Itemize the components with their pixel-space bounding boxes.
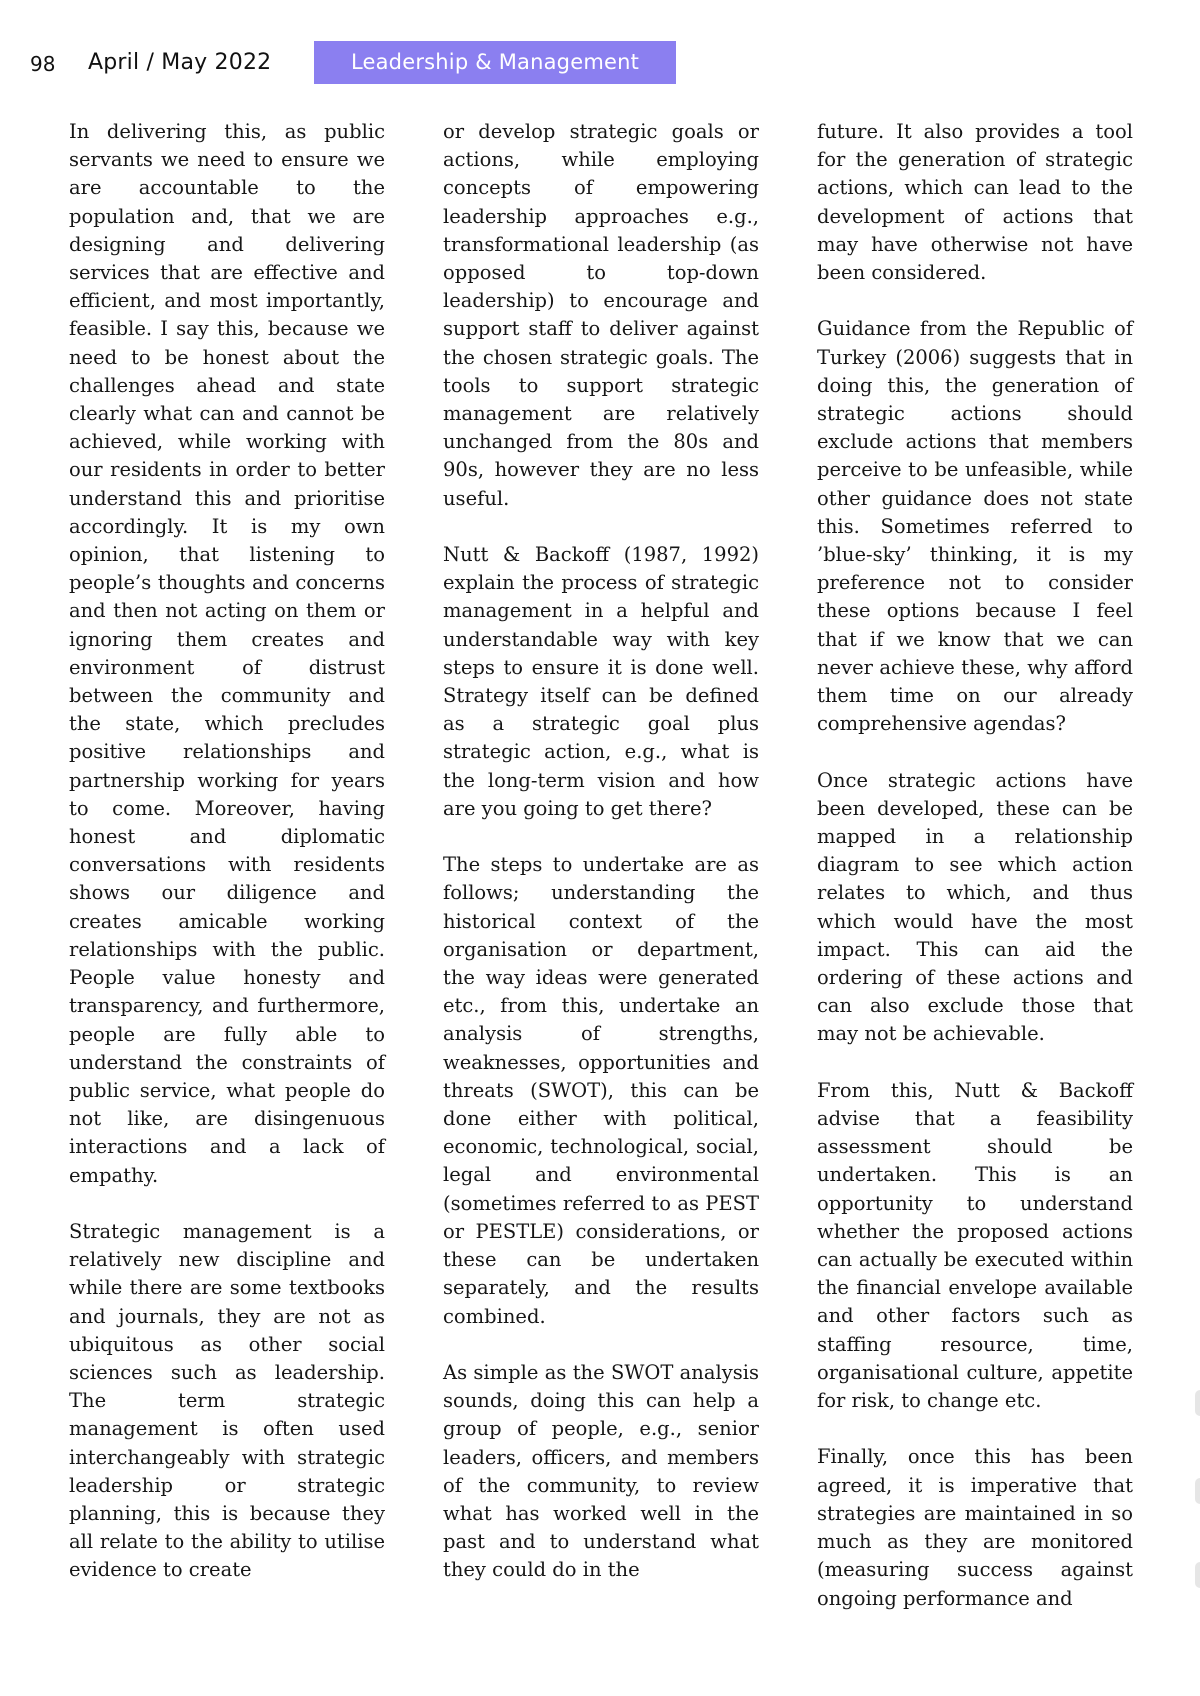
paragraph: Nutt & Backoff (1987, 1992) explain the process of strategic management in a helpful and understandable way with key steps to ensure it is done well. Strategy itself can be defined as a strategic goal plus strategic action, e.g., what is the long-term vision and how are you going to get there? bbox=[443, 543, 759, 820]
paragraph: Strategic management is a relatively new discipline and while there are some textbooks and journals, they are not as ubiquitous as other social sciences such as leadership. The term strategic management is often used interchangeably with strategic leadership or strategic planning, this is because they all relate to the ability to utilise evidence to create bbox=[69, 1219, 385, 1582]
column-2 bbox=[443, 118, 759, 1598]
paragraph: As simple as the SWOT analysis sounds, doing this can help a group of people, e.g., senior leaders, officers, and members of the community, to review what has worked well in the past and to understand what they could do in the bbox=[443, 1360, 759, 1582]
edge-mark bbox=[1195, 1478, 1200, 1504]
column-3 bbox=[817, 118, 1133, 1610]
section-banner: Leadership & Management bbox=[314, 41, 676, 84]
paragraph: Guidance from the Republic of Turkey (2006) suggests that in doing this, the generation of strategic actions should exclude actions that members perceive to be unfeasible, while other guidance does not state this. Sometimes referred to ’blue-sky’ thinking, it is my preference not to consider these options because I feel that if we know that we can never achieve these, why afford them time on our already comprehensive agendas? bbox=[817, 317, 1133, 736]
paragraph: From this, Nutt & Backoff advise that a feasibility assessment should be undertaken. This is an opportunity to understand whether the proposed actions can actually be executed within the financial envelope available and other factors such as staffing resource, time, organisational culture, appetite for risk, to change etc. bbox=[817, 1078, 1133, 1413]
page-header bbox=[0, 0, 1200, 100]
paragraph: or develop strategic goals or actions, while employing concepts of empowering leadership approaches e.g., transformational leadership (as opposed to top-down leadership) to encourage and support staff to deliver against the chosen strategic goals. The tools to support strategic management are relatively unchanged from the 80s and 90s, however they are no less useful. bbox=[443, 120, 759, 510]
page-number: 98 bbox=[30, 52, 56, 76]
page-edge-marks bbox=[1194, 1390, 1200, 1590]
edge-mark bbox=[1195, 1390, 1200, 1416]
article-body bbox=[69, 118, 1133, 1610]
column-1 bbox=[69, 118, 385, 1598]
paragraph: The steps to undertake are as follows; understanding the historical context of the organisation or department, the way ideas were generated etc., from this, undertake an analysis of strengths, weaknesses, opportunities and threats (SWOT), this can be done either with political, economic, technological, social, legal and environmental (sometimes referred to as PEST or PESTLE) considerations, or these can be undertaken separately, and the results combined. bbox=[443, 853, 759, 1328]
paragraph: future. It also provides a tool for the generation of strategic actions, which can lead to the development of actions that may have otherwise not have been considered. bbox=[817, 120, 1133, 285]
edge-mark bbox=[1195, 1562, 1200, 1588]
issue-date: April / May 2022 bbox=[88, 50, 272, 75]
paragraph: In delivering this, as public servants we need to ensure we are accountable to the population and, that we are designing and delivering services that are effective and efficient, and most importantly, feasible. I say this, because we need to be honest about the challenges ahead and state clearly what can and cannot be achieved, while working with our residents in order to better understand this and prioritise accordingly. It is my own opinion, that listening to people’s thoughts and concerns and then not acting on them or ignoring them creates and environment of distrust between the community and the state, which precludes positive relationships and partnership working for years to come. Moreover, having honest and diplomatic conversations with residents shows our diligence and creates amicable working relationships with the public. People value honesty and transparency, and furthermore, people are fully able to understand the constraints of public service, what people do not like, are disingenuous interactions and a lack of empathy. bbox=[69, 120, 385, 1187]
paragraph: Once strategic actions have been developed, these can be mapped in a relationship diagram to see which action relates to which, and thus which would have the most impact. This can aid the ordering of these actions and can also exclude those that may not be achievable. bbox=[817, 768, 1133, 1046]
paragraph: Finally, once this has been agreed, it is imperative that strategies are maintained in so much as they are monitored (measuring success against ongoing performance and bbox=[817, 1445, 1133, 1610]
